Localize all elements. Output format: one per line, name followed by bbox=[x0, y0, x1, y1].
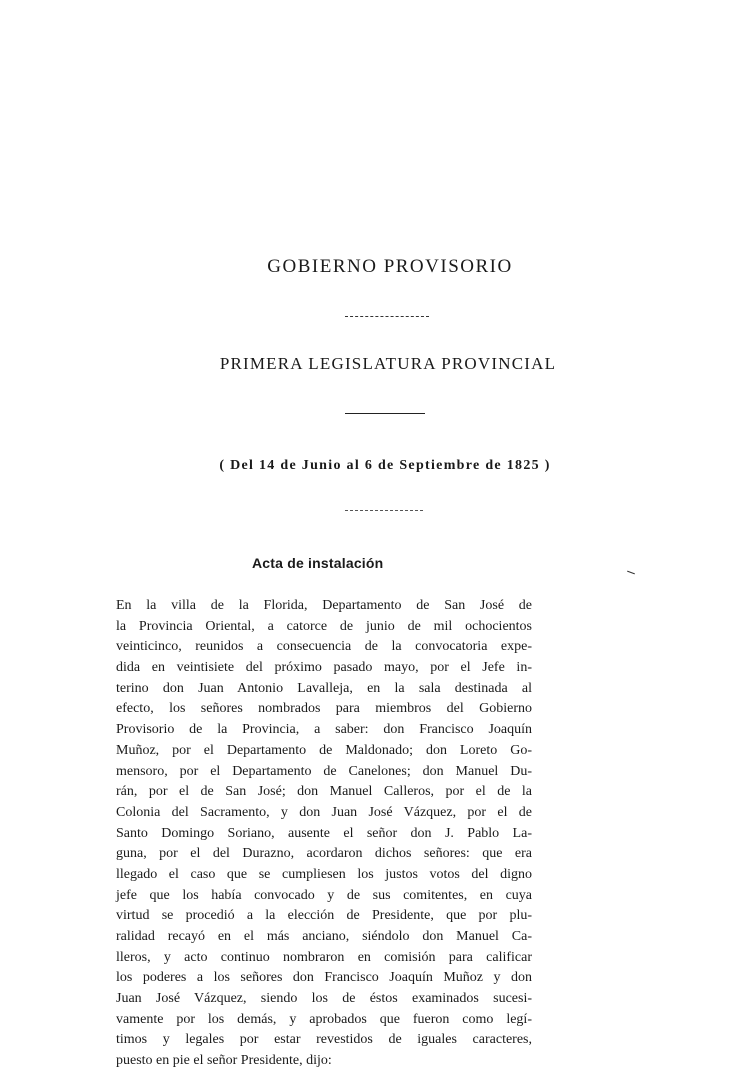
text-line: terino don Juan Antonio Lavalleja, en la sala destinada al bbox=[116, 680, 532, 696]
text-line: mensoro, por el Departamento de Canelones; don Manuel Du- bbox=[116, 763, 532, 779]
text-line: veinticinco, reunidos a consecuencia de la convocatoria expe- bbox=[116, 639, 532, 655]
text-line: ralidad recayó en el más anciano, siéndolo don Manuel Ca- bbox=[116, 929, 532, 944]
ornamental-dash-divider-2 bbox=[345, 510, 423, 511]
stray-ink-mark bbox=[627, 571, 635, 575]
horizontal-rule bbox=[345, 413, 425, 414]
text-line: Muñoz, por el Departamento de Maldonado; don Loreto Go- bbox=[116, 742, 532, 758]
text-line: la Provincia Oriental, a catorce de junio de mil ochocientos bbox=[116, 618, 532, 634]
text-line: Santo Domingo Soriano, ausente el señor don J. Pablo La- bbox=[116, 825, 532, 841]
page-subtitle: PRIMERA LEGISLATURA PROVINCIAL bbox=[219, 354, 557, 373]
text-line: efecto, los señores nombrados para miembros del Gobierno bbox=[116, 701, 532, 717]
text-line: puesto en pie el señor Presidente, dijo: bbox=[116, 1053, 332, 1069]
text-line: Colonia del Sacramento, y don Juan José Vázquez, por el de bbox=[116, 804, 532, 820]
page-title: GOBIERNO PROVISORIO bbox=[267, 256, 513, 277]
text-line: llegado el caso que se cumpliesen los justos votos del digno bbox=[116, 866, 532, 882]
date-range: ( Del 14 de Junio al 6 de Septiembre de 1825 ) bbox=[219, 458, 551, 473]
text-line: rán, por el de San José; don Manuel Calleros, por el de la bbox=[116, 784, 532, 800]
text-line: vamente por los demás, y aprobados que fueron como legí- bbox=[116, 1011, 532, 1027]
section-title: Acta de instalación bbox=[252, 555, 384, 571]
text-line: los poderes a los señores don Francisco Joaquín Muñoz y don bbox=[116, 970, 532, 986]
text-line: Provisorio de la Provincia, a saber: don Francisco Joaquín bbox=[116, 722, 532, 738]
text-line: lleros, y acto continuo nombraron en comisión para calificar bbox=[116, 949, 532, 965]
ornamental-dash-divider bbox=[345, 316, 429, 318]
body-paragraph bbox=[116, 596, 532, 1072]
text-line: guna, por el del Durazno, acordaron dichos señores: que era bbox=[116, 846, 532, 862]
text-line: En la villa de la Florida, Departamento de San José de bbox=[116, 598, 532, 613]
text-line: virtud se procedió a la elección de Presidente, que por plu- bbox=[116, 908, 532, 924]
text-line: jefe que los había convocado y de sus comitentes, en cuya bbox=[116, 887, 532, 903]
text-line: Juan José Vázquez, siendo los de éstos examinados sucesi- bbox=[116, 991, 532, 1007]
text-line: timos y legales por estar revestidos de iguales caracteres, bbox=[116, 1032, 532, 1048]
text-line: dida en veintisiete del próximo pasado mayo, por el Jefe in- bbox=[116, 660, 532, 676]
